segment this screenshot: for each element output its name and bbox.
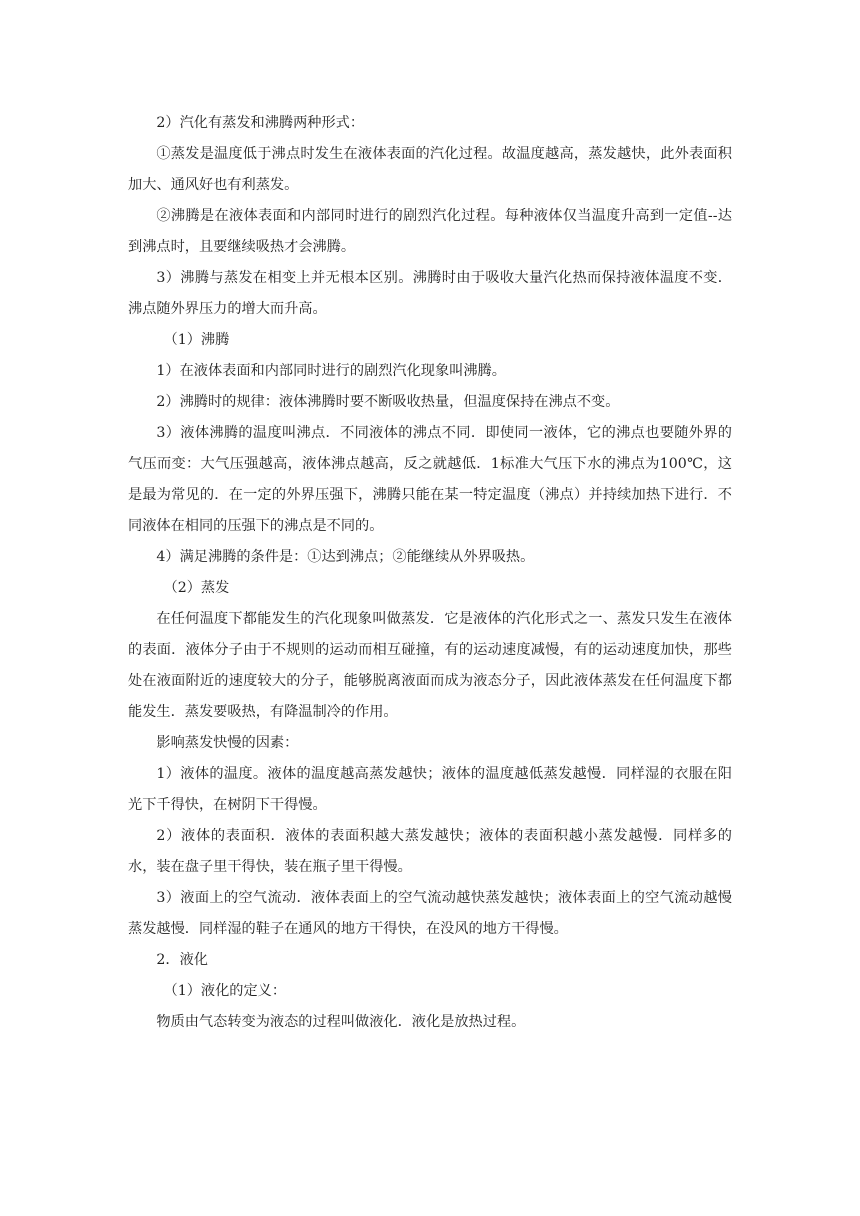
paragraph-boiling-conditions: 4）满足沸腾的条件是：①达到沸点；②能继续从外界吸热。 — [156, 549, 535, 565]
paragraph-boiling-rule: 2）沸腾时的规律：液体沸腾时要不断吸收热量，但温度保持在沸点不变。 — [156, 394, 620, 410]
paragraph-factor-airflow: 3）液面上的空气流动．液体表面上的空气流动越快蒸发越快；液体表面上的空气流动越慢蒸发越慢．同样湿的鞋子在通风的地方干得快，在没风的地方干得慢。 — [128, 890, 732, 937]
paragraph-evaporation-factors-title: 影响蒸发快慢的因素： — [156, 735, 299, 751]
paragraph-evaporation-explained: 在任何温度下都能发生的汽化现象叫做蒸发．它是液体的汽化形式之一、蒸发只发生在液体的表面．液体分子由于不规则的运动而相互碰撞，有的运动速度减慢，有的运动速度加快，那些处在液面附近的速度较大的分子，能够脱离液面而成为液态分子，因此液体蒸发在任何温度下都能发生．蒸发要吸热，有降温制冷的作用。 — [128, 611, 732, 720]
subheading-boiling: （1）沸腾 — [163, 332, 230, 348]
paragraph-liquefaction-definition: 物质由气态转变为液态的过程叫做液化．液化是放热过程。 — [156, 1014, 526, 1030]
paragraph-boiling-point-1: 1）在液体表面和内部同时进行的剧烈汽化现象叫沸腾。 — [156, 363, 506, 379]
subheading-evaporation: （2）蒸发 — [163, 580, 230, 596]
paragraph-evaporation-definition: ①蒸发是温度低于沸点时发生在液体表面的汽化过程。故温度越高，蒸发越快，此外表面积加大、通风好也有利蒸发。 — [128, 146, 732, 193]
section-heading-liquefaction: 2．液化 — [156, 952, 208, 968]
document-body — [128, 108, 732, 1038]
paragraph-factor-temperature: 1）液体的温度。液体的温度越高蒸发越快；液体的温度越低蒸发越慢．同样湿的衣服在阳光下千得快，在树阴下干得慢。 — [128, 766, 732, 813]
paragraph-boiling-definition: ②沸腾是在液体表面和内部同时进行的剧烈汽化过程。每种液体仅当温度升高到一定值--达到沸点时，且要继续吸热才会沸腾。 — [128, 208, 732, 255]
paragraph-vaporization-forms: 2）汽化有蒸发和沸腾两种形式： — [156, 115, 365, 131]
subheading-liquefaction-definition: （1）液化的定义： — [163, 983, 287, 999]
paragraph-boiling-vs-evaporation: 3）沸腾与蒸发在相变上并无根本区别。沸腾时由于吸收大量汽化热而保持液体温度不变．沸点随外界压力的增大而升高。 — [128, 270, 732, 317]
paragraph-boiling-point-3: 3）液体沸腾的温度叫沸点．不同液体的沸点不同．即使同一液体，它的沸点也要随外界的气压而变：大气压强越高，液体沸点越高，反之就越低．1标准大气压下水的沸点为100℃，这是最为常见的．在一定的外界压强下，沸腾只能在某一特定温度（沸点）并持续加热下进行．不同液体在相同的压强下的沸点是不同的。 — [128, 425, 732, 534]
paragraph-factor-surface-area: 2）液体的表面积．液体的表面积越大蒸发越快；液体的表面积越小蒸发越慢．同样多的水，装在盘子里干得快，装在瓶子里干得慢。 — [128, 828, 732, 875]
